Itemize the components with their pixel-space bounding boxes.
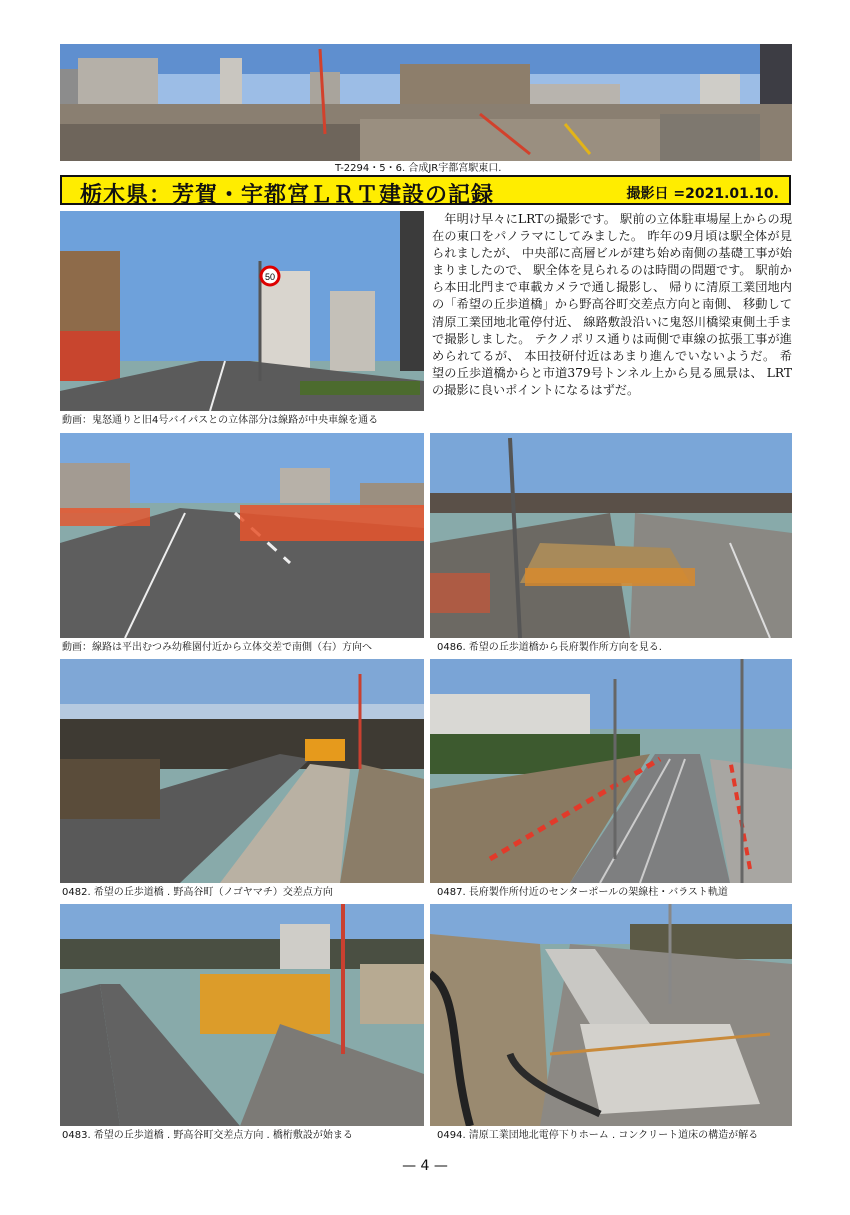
- speed-limit-sign: 50: [264, 272, 276, 282]
- caption-photo-6: 0483. 希望の丘歩道橋 . 野高谷町交差点方向 . 橋桁敷設が始まる: [62, 1130, 353, 1141]
- caption-photo-2: 動画：線路は平出むつみ幼稚園付近から立体交差で南側（右）方向へ: [62, 642, 372, 653]
- shooting-date: 撮影日 =2021.01.10.: [626, 186, 779, 202]
- photo-0487: [430, 659, 792, 883]
- photo-0486: [430, 433, 792, 638]
- photo-0483: [60, 904, 424, 1126]
- photo-0494: [430, 904, 792, 1126]
- photo-0482: [60, 659, 424, 883]
- photo-kinu-dori-video: [60, 211, 424, 411]
- title-bar: [60, 175, 791, 208]
- page-number: — 4 —: [402, 1158, 448, 1174]
- page-title: 栃木県：芳賀・宇都宮ＬＲＴ建設の記録: [80, 183, 495, 208]
- caption-photo-4: 0482. 希望の丘歩道橋 . 野高谷町（ノゴヤマチ）交差点方向: [62, 887, 333, 898]
- panorama-photo-east-exit: [60, 44, 792, 161]
- article-body: 年明け早々にLRTの撮影です。 駅前の立体駐車場屋上からの現在の東口をパノラマにしてみました。 昨年の9月頃は駅全体が見られましたが、 中央部に高層ビルが建ち始め南側の基礎工事が始まりましたので、 駅全体を見られるのは時間の問題です。 駅前から本田北門まで車載カメラで通し撮影し、 帰りに清原工業団地内の「希望の丘歩道橋」から野高谷町交差点方向と南側、 移動して清原工業団地北電停付近、 線路敷設沿いに鬼怒川橋梁東側土手まで撮影しました。 テクノポリス通りは両側で車線の拡張工事が進められてるが、 本田技研付近はあまり進んでいないようだ。 希望の丘歩道橋からと市道379号トンネル上から見る風景は、 LRTの撮影に良いポイントになるはずだ。: [432, 212, 792, 397]
- photo-hiraide-video: [60, 433, 424, 638]
- caption-photo-3: 0486. 希望の丘歩道橋から長府製作所方向を見る.: [437, 642, 662, 653]
- panorama-caption: T-2294・5・6. 合成JR宇都宮駅東口.: [335, 163, 502, 174]
- caption-photo-1: 動画：鬼怒通りと旧4号バイパスとの立体部分は線路が中央車線を通る: [62, 415, 379, 426]
- caption-photo-5: 0487. 長府製作所付近のセンターポールの架線柱・バラスト軌道: [437, 887, 728, 898]
- caption-photo-7: 0494. 清原工業団地北電停下りホーム . コンクリート道床の構造が解る: [437, 1130, 759, 1141]
